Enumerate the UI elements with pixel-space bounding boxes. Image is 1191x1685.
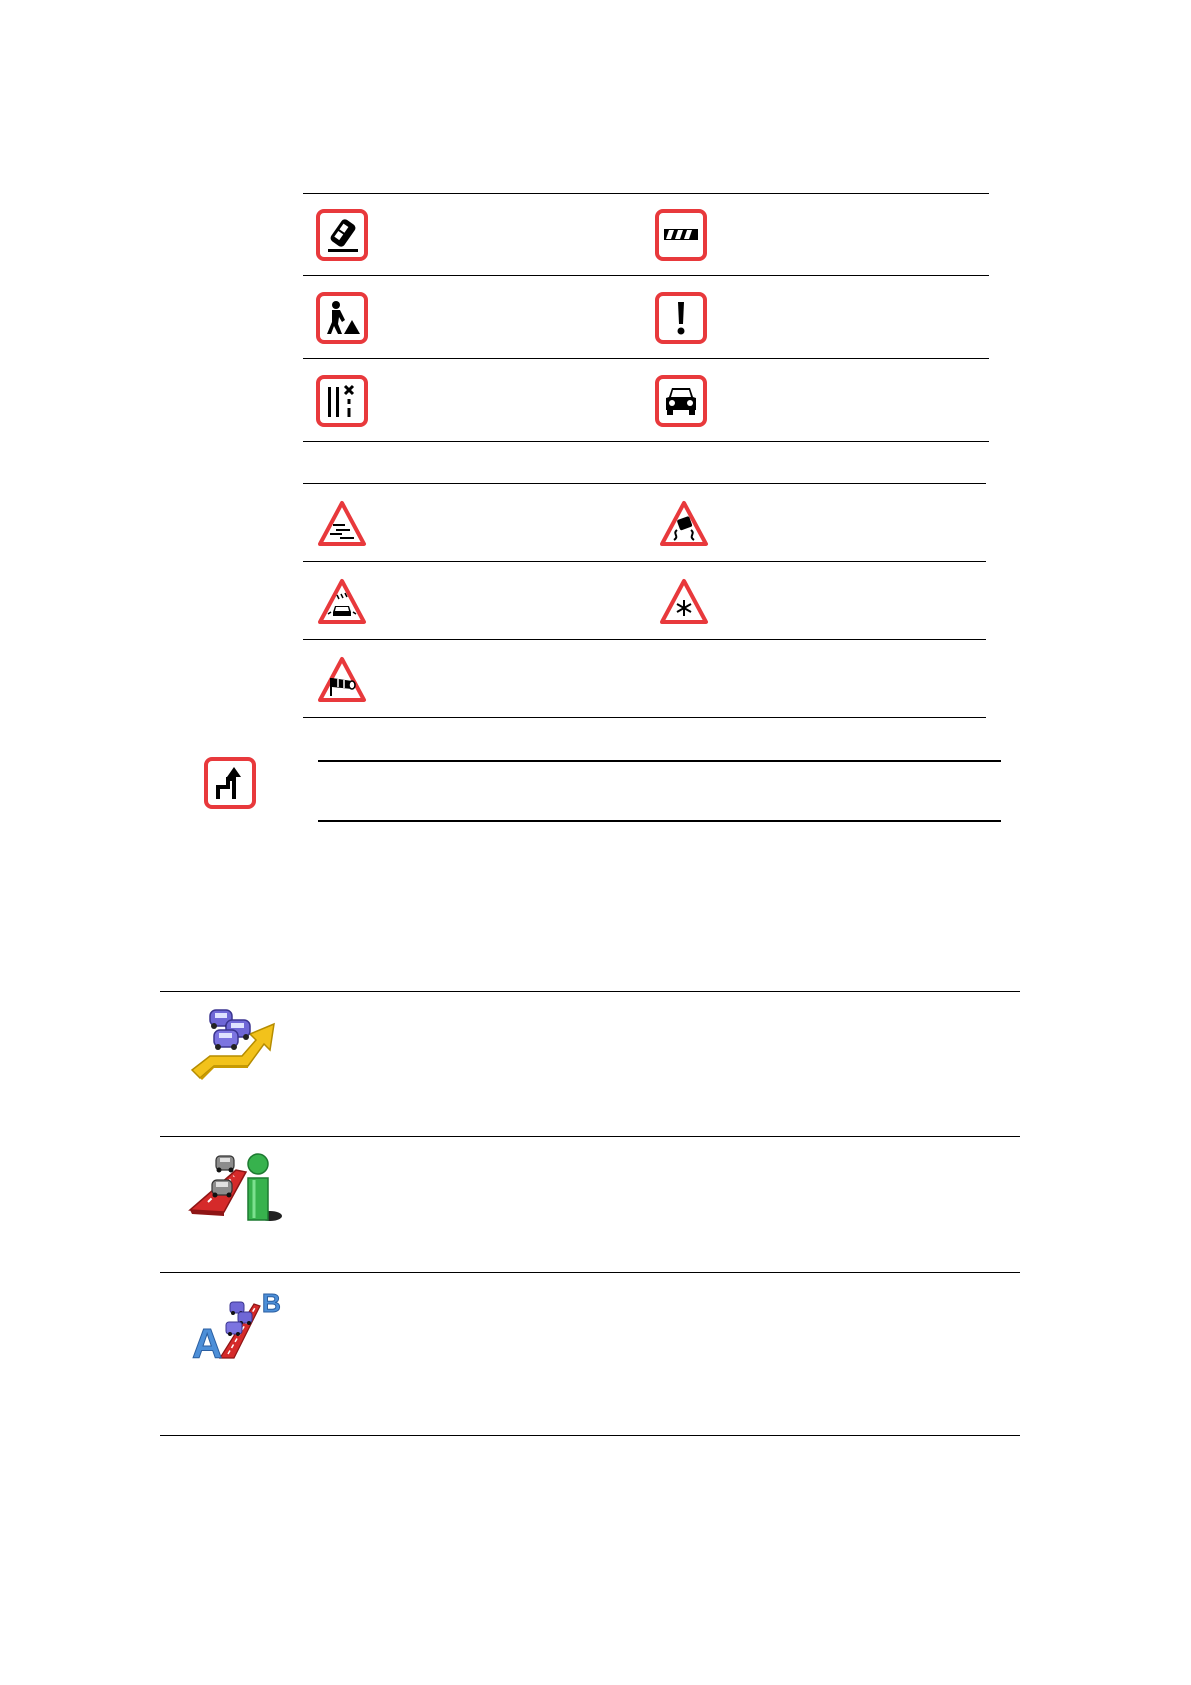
incident-icon	[655, 292, 707, 344]
table-rule	[303, 717, 986, 718]
table-rule	[303, 441, 989, 442]
menu-rule	[160, 1272, 1020, 1273]
table-rule	[303, 193, 989, 194]
table-rule	[303, 561, 986, 562]
note-rule	[318, 820, 1001, 822]
skid-warning-icon	[658, 498, 710, 550]
svg-text:B: B	[262, 1288, 281, 1318]
traffic-jam-icon	[655, 375, 707, 427]
accident-icon	[316, 209, 368, 261]
fog-warning-icon	[316, 498, 368, 550]
menu-rule	[160, 991, 1020, 992]
table-rule	[303, 639, 986, 640]
note-rule	[318, 760, 1001, 762]
table-rule	[303, 358, 989, 359]
roadworks-icon	[316, 292, 368, 344]
menu-rule	[160, 1435, 1020, 1436]
wind-warning-icon	[316, 654, 368, 706]
detour-icon	[204, 757, 256, 809]
rain-warning-icon	[316, 576, 368, 628]
svg-text:A: A	[192, 1320, 223, 1362]
lane-closure-icon	[316, 375, 368, 427]
commute-traffic-icon[interactable]	[190, 1288, 286, 1362]
table-rule	[303, 483, 986, 484]
traffic-info-icon[interactable]	[188, 1150, 286, 1232]
menu-rule	[160, 1136, 1020, 1137]
road-closed-icon	[655, 209, 707, 261]
snow-ice-warning-icon	[658, 576, 710, 628]
minimize-traffic-delays-icon[interactable]	[190, 1004, 286, 1080]
table-rule	[303, 275, 989, 276]
